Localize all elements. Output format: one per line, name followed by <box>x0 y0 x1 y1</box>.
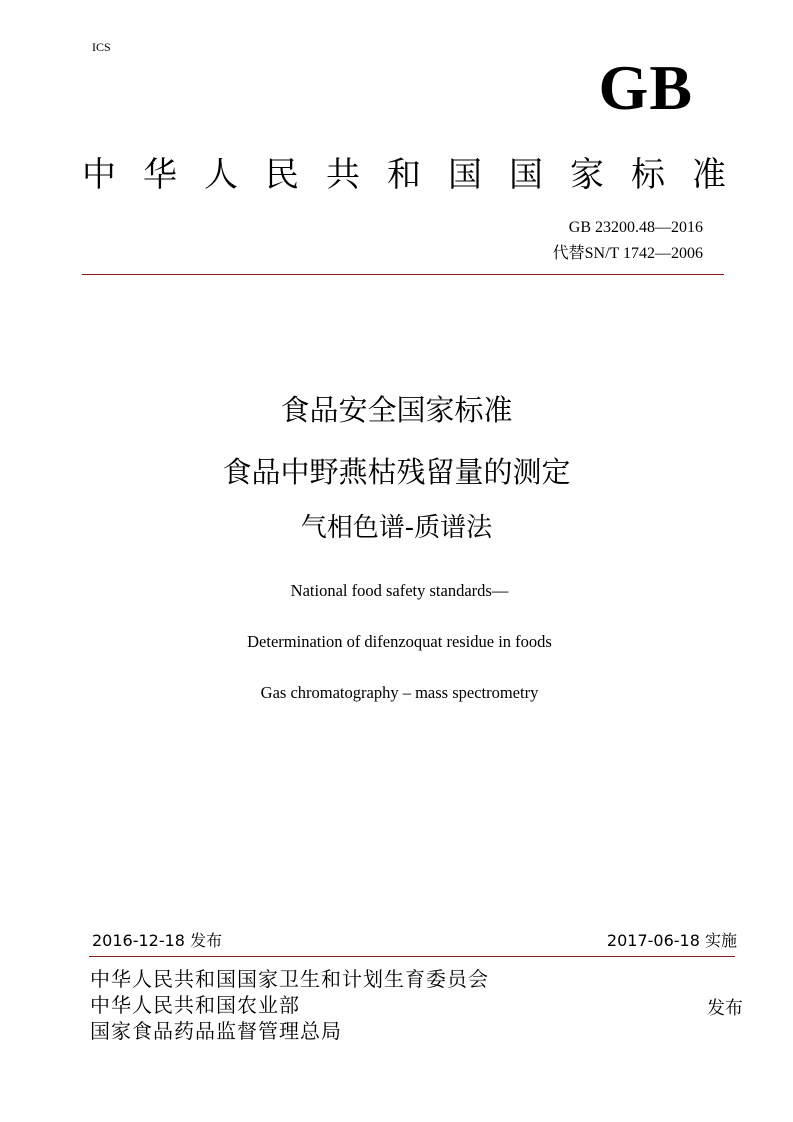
title-cn-line1: 食品安全国家标准 <box>280 393 513 427</box>
heading-char: 国 <box>509 155 543 195</box>
title-en-line3: Gas chromatography – mass spectrometry <box>260 683 539 702</box>
title-en-line2: Determination of difenzoquat residue in foods <box>247 632 552 651</box>
issue-date: 2016-12-18 发布 <box>92 931 223 950</box>
implementation-date: 2017-06-18 实施 <box>606 931 737 950</box>
heading-char: 中 <box>82 155 116 195</box>
header-divider <box>82 274 724 275</box>
heading-char: 家 <box>570 155 604 195</box>
ics-label: ICS <box>92 40 111 54</box>
heading-char: 标 <box>631 155 665 195</box>
footer-divider <box>89 956 735 957</box>
issuer-1: 中华人民共和国国家卫生和计划生育委员会 <box>90 967 489 991</box>
heading-char: 和 <box>387 155 421 195</box>
title-cn-line3: 气相色谱-质谱法 <box>300 513 493 543</box>
national-standard-heading <box>82 152 726 198</box>
title-en-line1: National food safety standards— <box>290 581 509 600</box>
heading-char: 共 <box>326 155 360 195</box>
heading-char: 国 <box>448 155 482 195</box>
gb-logo: GB <box>598 52 693 123</box>
standard-number: GB 23200.48—2016 <box>568 219 703 236</box>
issuer-2: 中华人民共和国农业部 <box>90 993 300 1017</box>
heading-char: 华 <box>143 155 177 195</box>
issuer-3: 国家食品药品监督管理总局 <box>90 1019 342 1043</box>
publish-label: 发布 <box>707 998 743 1019</box>
heading-char: 民 <box>265 155 299 195</box>
heading-char: 人 <box>204 155 238 195</box>
heading-char: 准 <box>692 155 726 195</box>
replaced-standard: 代替SN/T 1742—2006 <box>552 245 703 262</box>
title-cn-line2: 食品中野燕枯残留量的测定 <box>222 455 571 489</box>
